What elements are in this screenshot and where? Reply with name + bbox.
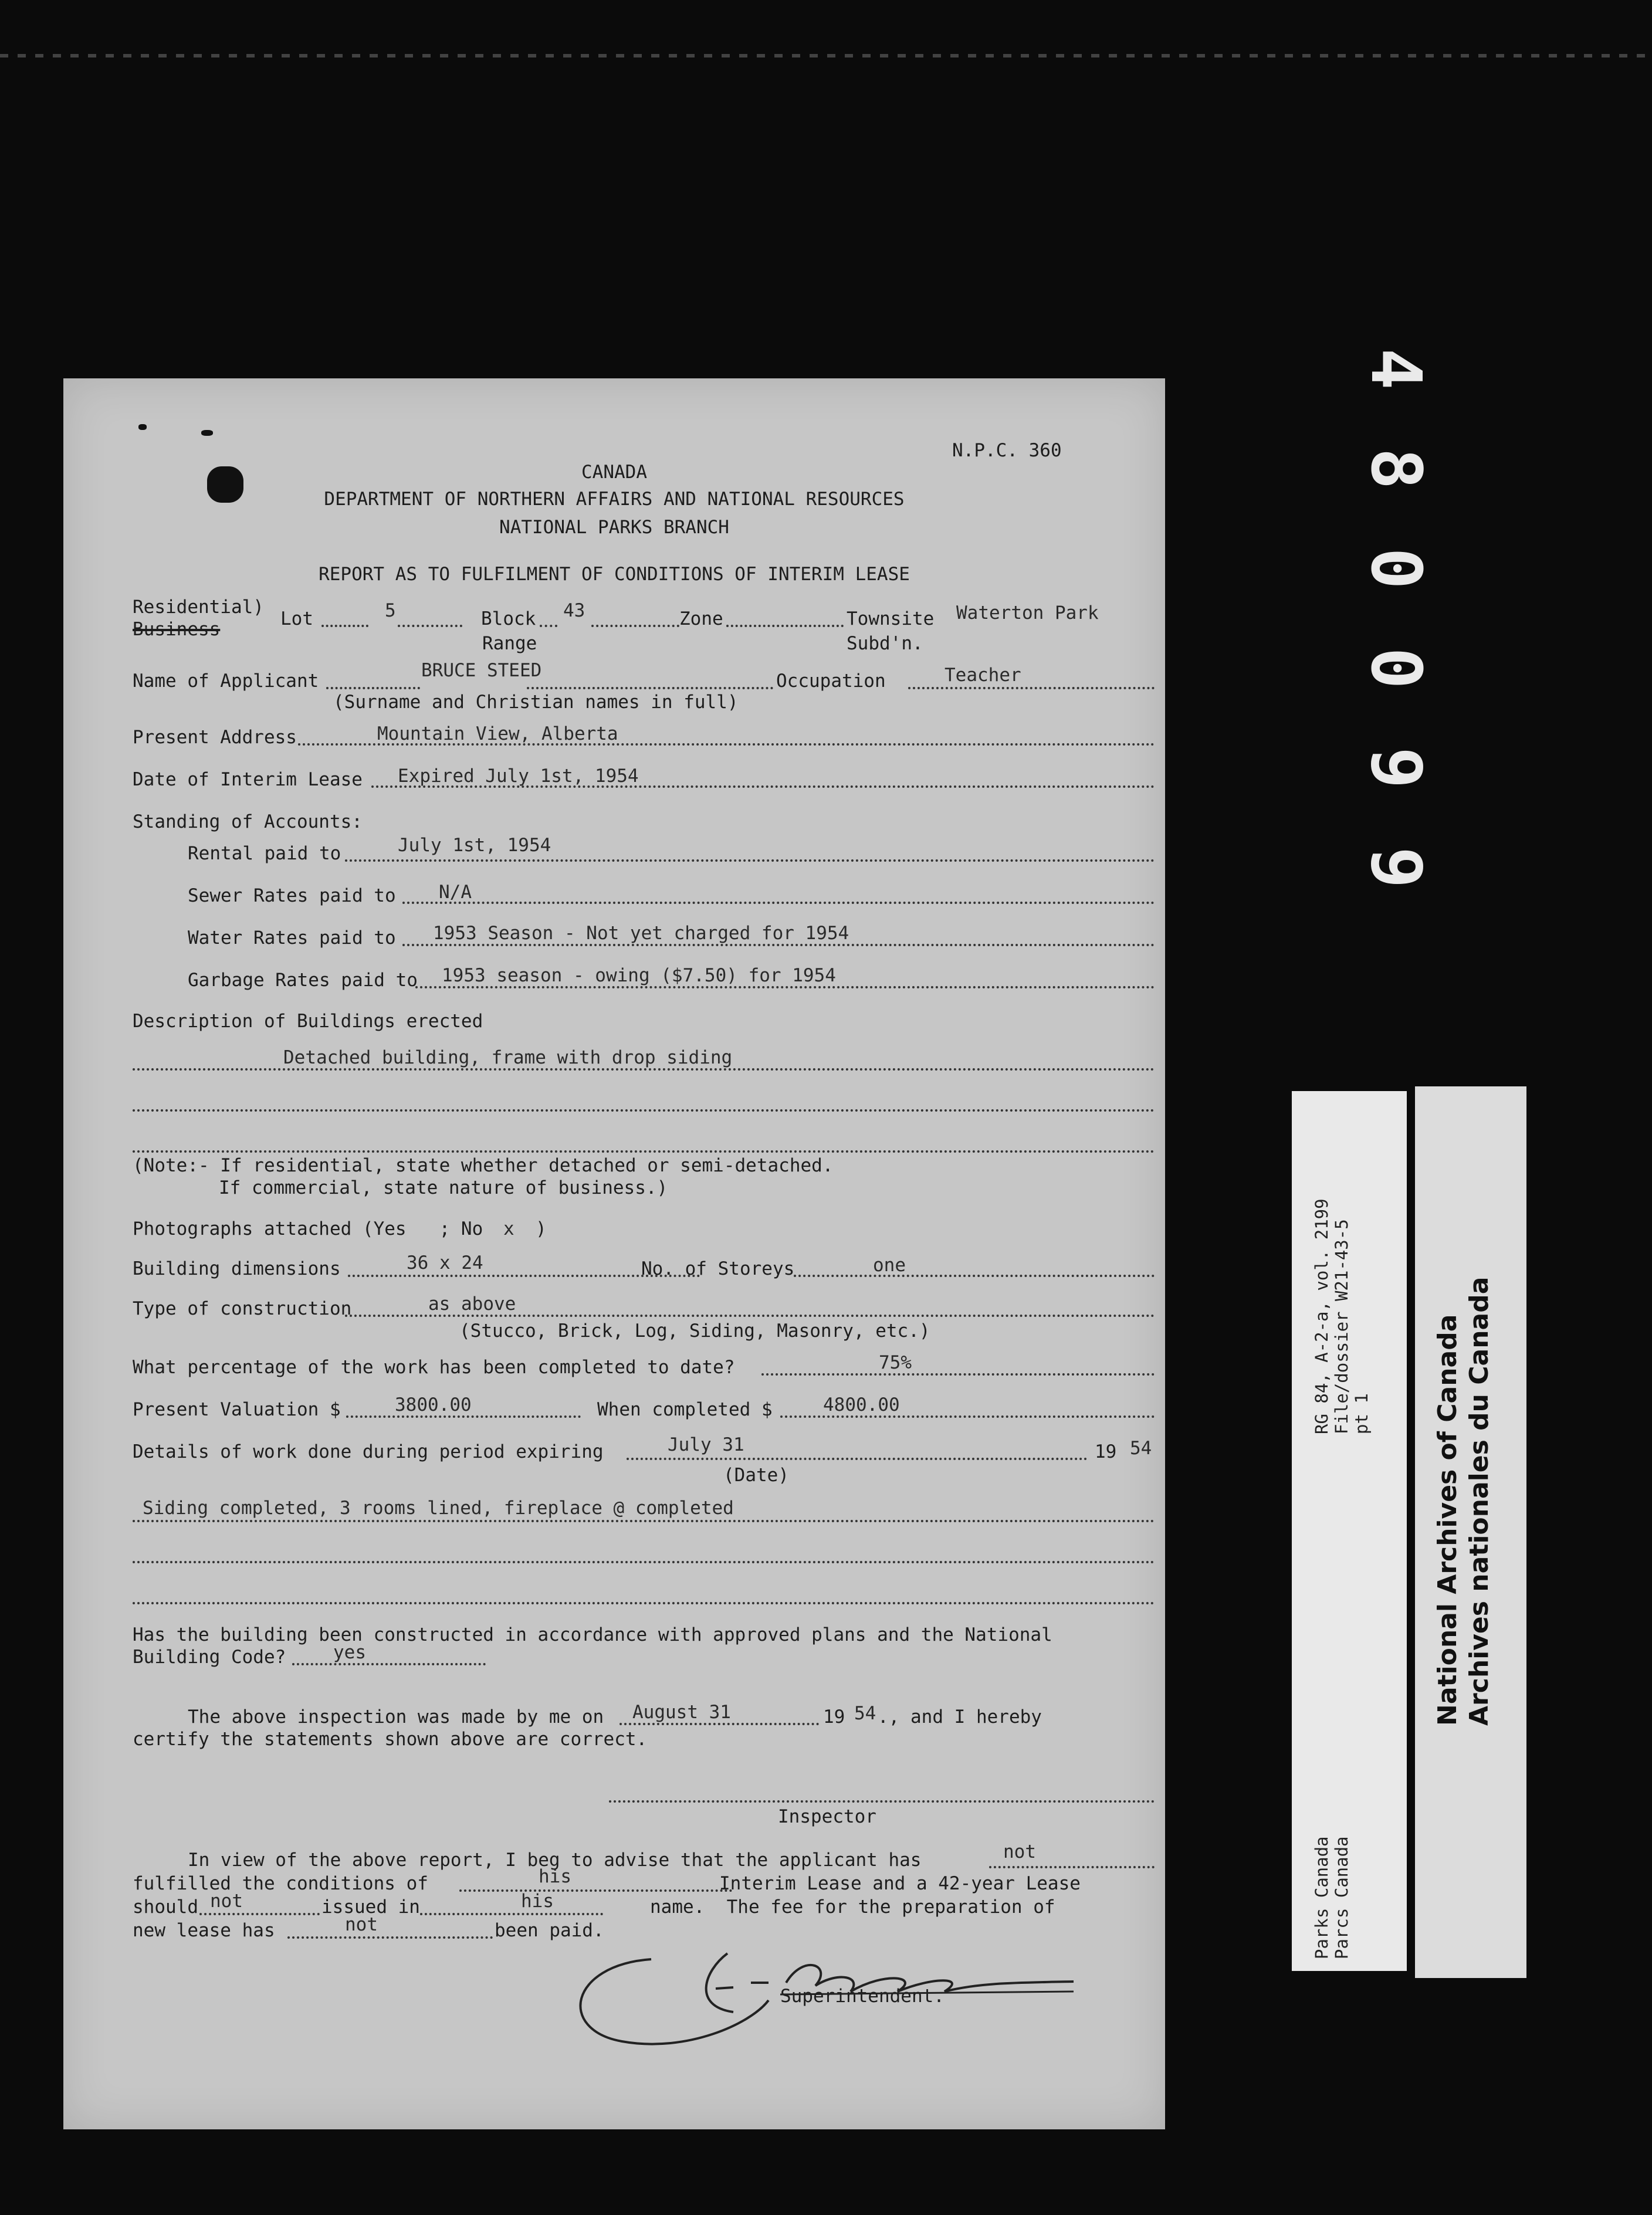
frame-digit: 9 <box>1356 747 1437 789</box>
completed-label: When completed $ <box>597 1399 773 1420</box>
storeys-value: one <box>873 1255 906 1276</box>
superintendent-signature <box>557 1936 1085 2053</box>
date-note: (Date) <box>723 1465 789 1486</box>
archive-ref-1: RG 84, A-2-a, vol. 2199 <box>1312 1198 1332 1434</box>
business-label: Business <box>133 619 221 640</box>
advise-1-value: not <box>1003 1841 1036 1862</box>
film-edge <box>0 54 1652 57</box>
water-value: 1953 Season - Not yet charged for 1954 <box>433 923 849 944</box>
details-date-value: July 31 <box>668 1434 744 1455</box>
block-value: 43 <box>563 600 585 621</box>
advise-line-2: fulfilled the conditions of <box>133 1873 428 1894</box>
applicant-note: (Surname and Christian names in full) <box>333 692 739 713</box>
archives-logo-label <box>1415 1086 1526 1978</box>
code-question: Has the building been constructed in accordance with approved plans and the National <box>133 1624 1052 1645</box>
agency-en: Parks Canada <box>1312 1836 1332 1959</box>
rental-label: Rental paid to <box>188 843 341 864</box>
frame-digit: 8 <box>1356 448 1437 490</box>
valuation-value: 3800.00 <box>395 1394 472 1415</box>
advise-4-value: not <box>345 1914 378 1935</box>
range-label: Range <box>482 633 537 654</box>
advise-line-4b: been paid. <box>495 1920 604 1941</box>
applicant-value: BRUCE STEED <box>421 660 542 681</box>
advise-line-3: should <box>133 1896 198 1918</box>
details-label: Details of work done during period expiring <box>133 1441 604 1462</box>
archives-name-en: National Archives of Canada <box>1433 1314 1463 1726</box>
ink-speck <box>201 430 213 436</box>
occupation-value: Teacher <box>945 665 1021 686</box>
archive-reference-label <box>1292 1091 1407 1971</box>
completed-value: 4800.00 <box>823 1394 900 1415</box>
inspection-year: 54 <box>854 1703 876 1724</box>
construction-note: (Stucco, Brick, Log, Siding, Masonry, etc.) <box>459 1320 930 1342</box>
inspection-date: August 31 <box>632 1702 731 1723</box>
archive-ref-2: File/dossier W21-43-5 <box>1332 1219 1352 1434</box>
sewer-value: N/A <box>439 882 472 903</box>
townsite-value: Waterton Park <box>956 602 1099 624</box>
advise-line-3c: name. The fee for the preparation of <box>650 1896 1055 1918</box>
inspection-statement: The above inspection was made by me on <box>188 1706 604 1728</box>
advise-issued: issued in <box>321 1896 420 1918</box>
certify-statement: certify the statements shown above are correct. <box>133 1729 648 1750</box>
subdivision-label: Subd'n. <box>847 633 923 654</box>
dimensions-label: Building dimensions <box>133 1258 341 1279</box>
garbage-value: 1953 season - owing ($7.50) for 1954 <box>442 965 836 986</box>
residential-label: Residential) <box>133 597 264 618</box>
occupation-label: Occupation <box>776 670 886 692</box>
advise-line-1: In view of the above report, I beg to advise that the applicant has <box>188 1850 922 1871</box>
photos-value: x <box>503 1218 514 1239</box>
header-branch: NATIONAL PARKS BRANCH <box>499 517 729 538</box>
accounts-label: Standing of Accounts: <box>133 811 363 832</box>
buildings-label: Description of Buildings erected <box>133 1011 483 1032</box>
lease-date-value: Expired July 1st, 1954 <box>398 766 639 787</box>
lease-date-label: Date of Interim Lease <box>133 769 363 790</box>
dimensions-value: 36 x 24 <box>407 1252 483 1274</box>
note-commercial: If commercial, state nature of business.) <box>219 1177 668 1198</box>
water-label: Water Rates paid to <box>188 927 396 949</box>
header-country: CANADA <box>581 462 647 483</box>
construction-value: as above <box>428 1293 516 1315</box>
address-label: Present Address <box>133 727 297 748</box>
block-label: Block <box>481 608 536 629</box>
zone-label: Zone <box>679 608 723 629</box>
buildings-value: Detached building, frame with drop siding <box>283 1047 733 1068</box>
advise-2-value: his <box>539 1866 571 1887</box>
advise-line-2b: Interim Lease and a 42-year Lease <box>719 1873 1081 1894</box>
storeys-label: No. of Storeys <box>641 1258 795 1279</box>
inspection-year-prefix: 19 <box>823 1706 845 1728</box>
lot-value: 5 <box>385 600 396 621</box>
note-residential: (Note:- If residential, state whether detached or semi-detached. <box>133 1155 834 1176</box>
frame-digit: 0 <box>1356 547 1437 590</box>
frame-number <box>1349 328 1443 903</box>
advise-3-value-2: his <box>521 1891 554 1912</box>
details-year-value: 54 <box>1130 1438 1152 1459</box>
agency-fr: Parcs Canada <box>1332 1836 1352 1959</box>
details-year-prefix: 19 <box>1095 1441 1117 1462</box>
inspection-certify: ., and I hereby <box>878 1706 1042 1728</box>
advise-line-4: new lease has <box>133 1920 275 1941</box>
code-answer: yes <box>333 1642 366 1663</box>
header-department: DEPARTMENT OF NORTHERN AFFAIRS AND NATIONAL RESOURCES <box>324 489 905 510</box>
archive-ref-3: pt 1 <box>1352 1393 1372 1434</box>
frame-digit: 4 <box>1356 348 1437 390</box>
archives-name-fr: Archives nationales du Canada <box>1464 1276 1494 1726</box>
valuation-label: Present Valuation $ <box>133 1399 341 1420</box>
lease-report-form <box>63 378 1165 2129</box>
frame-digit: 0 <box>1356 647 1437 689</box>
inspector-label: Inspector <box>778 1806 876 1827</box>
photos-label: Photographs attached (Yes ; No <box>133 1218 483 1239</box>
form-number: N.P.C. 360 <box>952 440 1062 461</box>
lot-label: Lot <box>280 608 313 629</box>
address-value: Mountain View, Alberta <box>377 723 618 744</box>
garbage-label: Garbage Rates paid to <box>188 970 418 991</box>
frame-digit: 9 <box>1356 846 1437 889</box>
applicant-label: Name of Applicant <box>133 670 319 692</box>
sewer-label: Sewer Rates paid to <box>188 885 396 906</box>
advise-3-value: not <box>210 1891 243 1912</box>
townsite-label: Townsite <box>847 608 935 629</box>
form-title: REPORT AS TO FULFILMENT OF CONDITIONS OF INTERIM LEASE <box>319 564 910 585</box>
code-question-2: Building Code? <box>133 1647 286 1668</box>
ink-speck <box>138 424 147 430</box>
details-value: Siding completed, 3 rooms lined, fireplace @ completed <box>143 1498 734 1519</box>
construction-label: Type of construction <box>133 1298 352 1319</box>
percentage-label: What percentage of the work has been completed to date? <box>133 1357 735 1378</box>
rental-value: July 1st, 1954 <box>398 835 551 856</box>
photos-close: ) <box>536 1218 547 1239</box>
percentage-value: 75% <box>879 1352 912 1373</box>
superintendent-label: Superintendent. <box>780 1986 945 2007</box>
